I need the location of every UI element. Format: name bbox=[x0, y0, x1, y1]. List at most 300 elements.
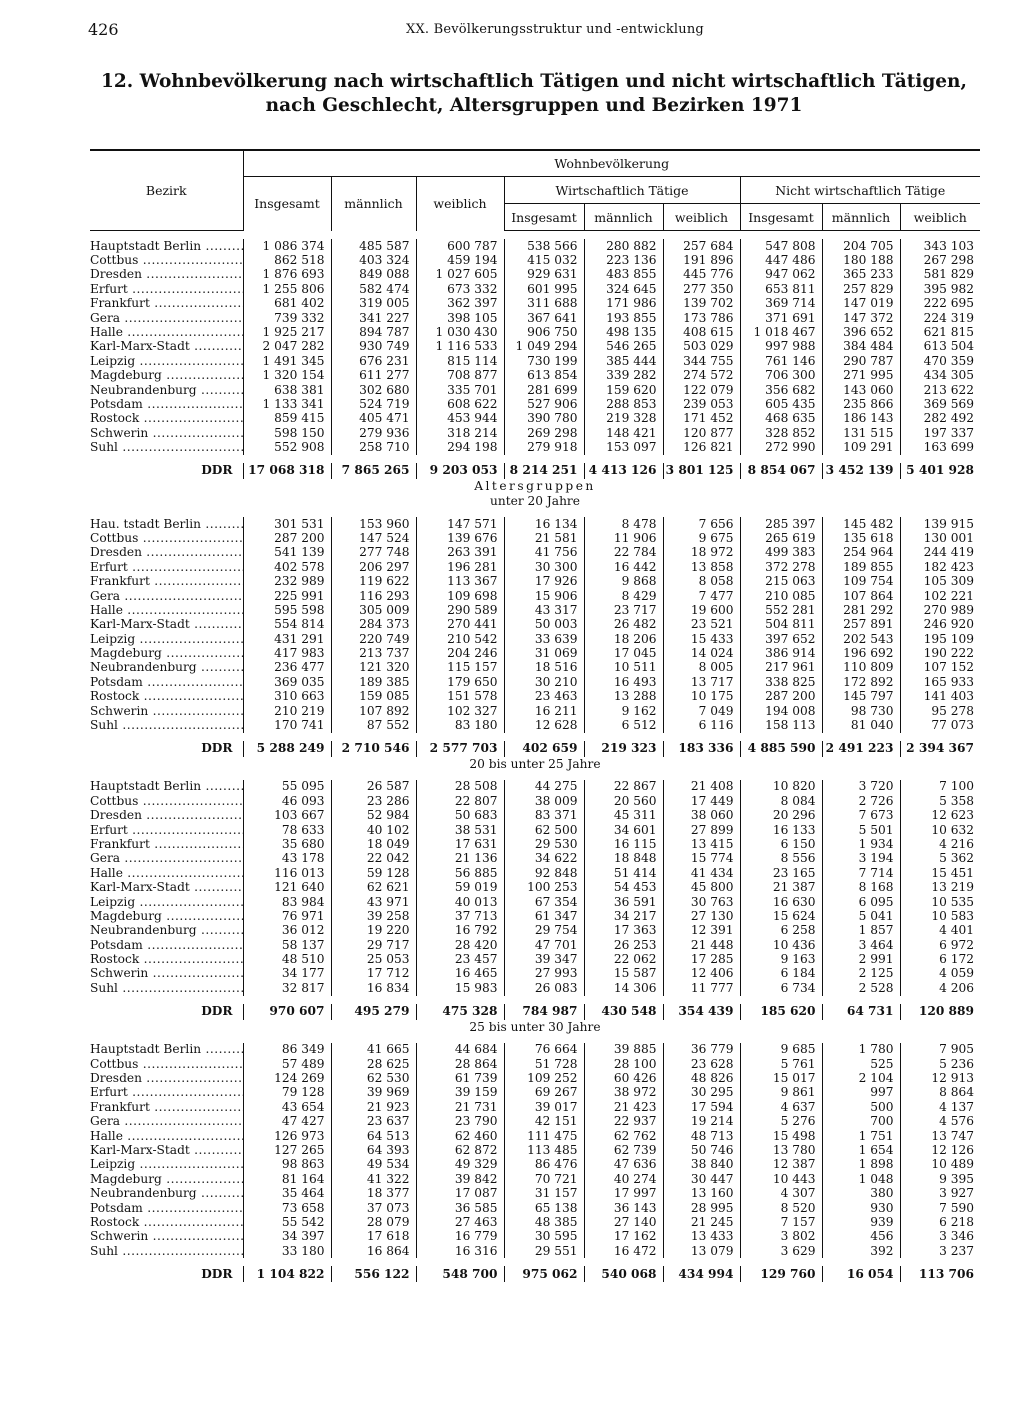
bezirk-name bbox=[90, 239, 243, 253]
value-cell: 7 673 bbox=[822, 809, 900, 823]
value-cell: 324 645 bbox=[584, 282, 663, 296]
bezirk-name bbox=[90, 981, 243, 995]
bezirk-name bbox=[90, 1244, 243, 1258]
value-cell: 21 136 bbox=[416, 852, 504, 866]
value-cell: 55 095 bbox=[243, 780, 331, 794]
bezirk-name-text: Schwerin ..... bbox=[90, 704, 243, 718]
value-cell: 17 045 bbox=[584, 646, 663, 660]
bezirk-name bbox=[90, 297, 243, 311]
table-row bbox=[90, 603, 980, 617]
value-cell: 4 059 bbox=[900, 967, 980, 981]
value-cell: 3 346 bbox=[900, 1230, 980, 1244]
value-cell: 28 100 bbox=[584, 1057, 663, 1071]
value-cell: 598 150 bbox=[243, 426, 331, 440]
value-cell: 223 136 bbox=[584, 253, 663, 267]
value-cell: 997 bbox=[822, 1086, 900, 1100]
bezirk-name bbox=[90, 603, 243, 617]
value-cell: 257 829 bbox=[822, 282, 900, 296]
value-cell: 107 864 bbox=[822, 589, 900, 603]
value-cell: 30 763 bbox=[663, 895, 740, 909]
value-cell: 21 245 bbox=[663, 1215, 740, 1229]
value-cell: 10 632 bbox=[900, 823, 980, 837]
value-cell: 204 246 bbox=[416, 646, 504, 660]
table-row bbox=[90, 1086, 980, 1100]
value-cell: 4 576 bbox=[900, 1115, 980, 1129]
table-row bbox=[90, 440, 980, 454]
value-cell: 498 135 bbox=[584, 325, 663, 339]
value-cell: 40 013 bbox=[416, 895, 504, 909]
value-cell: 7 049 bbox=[663, 704, 740, 718]
value-cell: 60 426 bbox=[584, 1071, 663, 1085]
value-cell: 277 350 bbox=[663, 282, 740, 296]
value-cell: 681 402 bbox=[243, 297, 331, 311]
value-cell: 30 295 bbox=[663, 1086, 740, 1100]
value-cell: 109 252 bbox=[504, 1071, 584, 1085]
header-wt-insgesamt: Insgesamt bbox=[504, 204, 584, 231]
value-cell: 23 463 bbox=[504, 690, 584, 704]
value-cell: 997 988 bbox=[740, 340, 822, 354]
value-cell: 64 513 bbox=[331, 1129, 416, 1143]
value-cell: 12 628 bbox=[504, 718, 584, 732]
value-cell: 100 253 bbox=[504, 880, 584, 894]
value-cell: 126 821 bbox=[663, 440, 740, 454]
value-cell: 41 434 bbox=[663, 866, 740, 880]
value-cell: 194 008 bbox=[740, 704, 822, 718]
bezirk-name bbox=[90, 794, 243, 808]
value-cell: 1 934 bbox=[822, 837, 900, 851]
value-cell: 36 585 bbox=[416, 1201, 504, 1215]
value-cell: 499 383 bbox=[740, 546, 822, 560]
value-cell: 5 501 bbox=[822, 823, 900, 837]
value-cell: 147 372 bbox=[822, 311, 900, 325]
value-cell: 173 786 bbox=[663, 311, 740, 325]
bezirk-name-text: Cottbus ..... bbox=[90, 531, 243, 545]
bezirk-name-text: Hauptstadt Berlin ..... bbox=[90, 780, 243, 794]
bezirk-name bbox=[90, 1143, 243, 1157]
value-cell: 445 776 bbox=[663, 268, 740, 282]
value-cell: 34 601 bbox=[584, 823, 663, 837]
value-cell: 1 133 341 bbox=[243, 397, 331, 411]
value-cell: 196 692 bbox=[822, 646, 900, 660]
bezirk-name-text: Erfurt ..... bbox=[90, 282, 243, 296]
value-cell: 265 619 bbox=[740, 531, 822, 545]
value-cell: 12 391 bbox=[663, 924, 740, 938]
value-cell: 270 989 bbox=[900, 603, 980, 617]
value-cell: 210 085 bbox=[740, 589, 822, 603]
value-cell: 34 397 bbox=[243, 1230, 331, 1244]
value-cell: 135 618 bbox=[822, 531, 900, 545]
bezirk-name bbox=[90, 1172, 243, 1186]
bezirk-name bbox=[90, 574, 243, 588]
total-value-cell: 1 104 822 bbox=[243, 1266, 331, 1282]
table-title bbox=[88, 70, 980, 118]
value-cell: 930 bbox=[822, 1201, 900, 1215]
table-row bbox=[90, 340, 980, 354]
value-cell: 57 489 bbox=[243, 1057, 331, 1071]
value-cell: 39 969 bbox=[331, 1086, 416, 1100]
value-cell: 186 143 bbox=[822, 412, 900, 426]
value-cell: 79 128 bbox=[243, 1086, 331, 1100]
value-cell: 5 362 bbox=[900, 852, 980, 866]
table-row bbox=[90, 1186, 980, 1200]
bezirk-name-text: Leipzig ..... bbox=[90, 632, 243, 646]
bezirk-name-text: Hau. tstadt Berlin ..... bbox=[90, 517, 243, 531]
spacer-row bbox=[90, 231, 980, 240]
total-value-cell: 975 062 bbox=[504, 1266, 584, 1282]
value-cell: 281 292 bbox=[822, 603, 900, 617]
value-cell: 8 005 bbox=[663, 661, 740, 675]
value-cell: 44 684 bbox=[416, 1043, 504, 1057]
value-cell: 395 982 bbox=[900, 282, 980, 296]
value-cell: 115 157 bbox=[416, 661, 504, 675]
value-cell: 180 188 bbox=[822, 253, 900, 267]
value-cell: 27 130 bbox=[663, 909, 740, 923]
total-value-cell: 7 865 265 bbox=[331, 463, 416, 479]
value-cell: 111 475 bbox=[504, 1129, 584, 1143]
value-cell: 408 615 bbox=[663, 325, 740, 339]
value-cell: 16 134 bbox=[504, 517, 584, 531]
table-row bbox=[90, 823, 980, 837]
value-cell: 171 986 bbox=[584, 297, 663, 311]
value-cell: 48 510 bbox=[243, 952, 331, 966]
value-cell: 197 337 bbox=[900, 426, 980, 440]
value-cell: 107 892 bbox=[331, 704, 416, 718]
value-cell: 44 275 bbox=[504, 780, 584, 794]
value-cell: 139 915 bbox=[900, 517, 980, 531]
page-header bbox=[88, 20, 980, 42]
value-cell: 23 790 bbox=[416, 1115, 504, 1129]
bezirk-name-text: Gera ..... bbox=[90, 311, 243, 325]
value-cell: 29 551 bbox=[504, 1244, 584, 1258]
value-cell: 15 624 bbox=[740, 909, 822, 923]
value-cell: 638 381 bbox=[243, 383, 331, 397]
bezirk-name bbox=[90, 589, 243, 603]
value-cell: 396 652 bbox=[822, 325, 900, 339]
value-cell: 5 761 bbox=[740, 1057, 822, 1071]
bezirk-name-text: Rostock ..... bbox=[90, 952, 243, 966]
value-cell: 17 631 bbox=[416, 837, 504, 851]
value-cell: 22 042 bbox=[331, 852, 416, 866]
header-nwt-insgesamt: Insgesamt bbox=[740, 204, 822, 231]
value-cell: 906 750 bbox=[504, 325, 584, 339]
value-cell: 36 591 bbox=[584, 895, 663, 909]
table-row bbox=[90, 1100, 980, 1114]
value-cell: 708 877 bbox=[416, 369, 504, 383]
value-cell: 862 518 bbox=[243, 253, 331, 267]
total-value-cell: 219 323 bbox=[584, 741, 663, 757]
value-cell: 386 914 bbox=[740, 646, 822, 660]
value-cell: 8 084 bbox=[740, 794, 822, 808]
bezirk-name-text: Suhl ..... bbox=[90, 718, 243, 732]
value-cell: 5 358 bbox=[900, 794, 980, 808]
bezirk-name-text: Neubrandenburg ..... bbox=[90, 924, 243, 938]
value-cell: 220 749 bbox=[331, 632, 416, 646]
bezirk-name-text: Leipzig ..... bbox=[90, 1158, 243, 1172]
value-cell: 7 100 bbox=[900, 780, 980, 794]
value-cell: 76 664 bbox=[504, 1043, 584, 1057]
value-cell: 51 414 bbox=[584, 866, 663, 880]
value-cell: 504 811 bbox=[740, 618, 822, 632]
value-cell: 16 465 bbox=[416, 967, 504, 981]
total-value-cell: 129 760 bbox=[740, 1266, 822, 1282]
value-cell: 369 714 bbox=[740, 297, 822, 311]
total-value-cell: 434 994 bbox=[663, 1266, 740, 1282]
value-cell: 50 003 bbox=[504, 618, 584, 632]
value-cell: 18 206 bbox=[584, 632, 663, 646]
value-cell: 1 925 217 bbox=[243, 325, 331, 339]
value-cell: 27 899 bbox=[663, 823, 740, 837]
value-cell: 1 491 345 bbox=[243, 354, 331, 368]
age-group-heading-row bbox=[90, 757, 980, 772]
table-row bbox=[90, 952, 980, 966]
value-cell: 31 157 bbox=[504, 1186, 584, 1200]
value-cell: 54 453 bbox=[584, 880, 663, 894]
value-cell: 86 476 bbox=[504, 1158, 584, 1172]
value-cell: 127 265 bbox=[243, 1143, 331, 1157]
table-row bbox=[90, 632, 980, 646]
header-nicht-wirtschaftlich: Nicht wirtschaftlich Tätige bbox=[740, 177, 980, 204]
bezirk-name-text: Suhl ..... bbox=[90, 981, 243, 995]
value-cell: 318 214 bbox=[416, 426, 504, 440]
total-row bbox=[90, 741, 980, 757]
value-cell: 36 143 bbox=[584, 1201, 663, 1215]
value-cell: 1 049 294 bbox=[504, 340, 584, 354]
value-cell: 235 866 bbox=[822, 397, 900, 411]
value-cell: 8 520 bbox=[740, 1201, 822, 1215]
value-cell: 343 103 bbox=[900, 239, 980, 253]
value-cell: 398 105 bbox=[416, 311, 504, 325]
bezirk-name-text: Frankfurt ..... bbox=[90, 837, 243, 851]
value-cell: 119 622 bbox=[331, 574, 416, 588]
bezirk-name bbox=[90, 1100, 243, 1114]
value-cell: 894 787 bbox=[331, 325, 416, 339]
value-cell: 38 840 bbox=[663, 1158, 740, 1172]
bezirk-name bbox=[90, 560, 243, 574]
value-cell: 47 427 bbox=[243, 1115, 331, 1129]
value-cell: 246 920 bbox=[900, 618, 980, 632]
value-cell: 271 995 bbox=[822, 369, 900, 383]
total-value-cell: 183 336 bbox=[663, 741, 740, 757]
value-cell: 182 423 bbox=[900, 560, 980, 574]
bezirk-name-text: Frankfurt ..... bbox=[90, 297, 243, 311]
age-group-heading: unter 20 Jahre bbox=[490, 493, 580, 508]
value-cell: 43 317 bbox=[504, 603, 584, 617]
value-cell: 552 908 bbox=[243, 440, 331, 454]
value-cell: 17 162 bbox=[584, 1230, 663, 1244]
value-cell: 98 863 bbox=[243, 1158, 331, 1172]
value-cell: 70 721 bbox=[504, 1172, 584, 1186]
table-row bbox=[90, 1071, 980, 1085]
value-cell: 15 983 bbox=[416, 981, 504, 995]
value-cell: 143 060 bbox=[822, 383, 900, 397]
value-cell: 335 701 bbox=[416, 383, 504, 397]
value-cell: 10 175 bbox=[663, 690, 740, 704]
value-cell: 21 423 bbox=[584, 1100, 663, 1114]
value-cell: 2 047 282 bbox=[243, 340, 331, 354]
bezirk-name-text: Halle ..... bbox=[90, 866, 243, 880]
bezirk-name bbox=[90, 369, 243, 383]
value-cell: 3 237 bbox=[900, 1244, 980, 1258]
bezirk-name-text: Karl-Marx-Stadt ..... bbox=[90, 618, 243, 632]
total-value-cell: 4 885 590 bbox=[740, 741, 822, 757]
value-cell: 17 926 bbox=[504, 574, 584, 588]
bezirk-name bbox=[90, 690, 243, 704]
bezirk-name-text: Halle ..... bbox=[90, 1129, 243, 1143]
value-cell: 22 937 bbox=[584, 1115, 663, 1129]
value-cell: 225 991 bbox=[243, 589, 331, 603]
value-cell: 285 397 bbox=[740, 517, 822, 531]
value-cell: 13 858 bbox=[663, 560, 740, 574]
value-cell: 21 408 bbox=[663, 780, 740, 794]
value-cell: 1 876 693 bbox=[243, 268, 331, 282]
value-cell: 6 218 bbox=[900, 1215, 980, 1229]
value-cell: 8 168 bbox=[822, 880, 900, 894]
value-cell: 20 560 bbox=[584, 794, 663, 808]
total-label: DDR bbox=[201, 1266, 233, 1281]
value-cell: 503 029 bbox=[663, 340, 740, 354]
table-row bbox=[90, 1057, 980, 1071]
table-header bbox=[90, 150, 980, 231]
value-cell: 45 311 bbox=[584, 809, 663, 823]
bezirk-name-text: Neubrandenburg ..... bbox=[90, 1186, 243, 1200]
value-cell: 19 214 bbox=[663, 1115, 740, 1129]
bezirk-name bbox=[90, 938, 243, 952]
value-cell: 706 300 bbox=[740, 369, 822, 383]
spacer-row bbox=[90, 733, 980, 741]
table-row bbox=[90, 354, 980, 368]
value-cell: 219 328 bbox=[584, 412, 663, 426]
value-cell: 269 298 bbox=[504, 426, 584, 440]
bezirk-name bbox=[90, 1230, 243, 1244]
value-cell: 81 040 bbox=[822, 718, 900, 732]
value-cell: 190 222 bbox=[900, 646, 980, 660]
value-cell: 40 102 bbox=[331, 823, 416, 837]
value-cell: 2 528 bbox=[822, 981, 900, 995]
value-cell: 62 872 bbox=[416, 1143, 504, 1157]
value-cell: 83 984 bbox=[243, 895, 331, 909]
value-cell: 380 bbox=[822, 1186, 900, 1200]
spacer-cell bbox=[90, 455, 980, 463]
header-weiblich: weiblich bbox=[416, 177, 504, 231]
value-cell: 279 936 bbox=[331, 426, 416, 440]
bezirk-name bbox=[90, 440, 243, 454]
value-cell: 20 296 bbox=[740, 809, 822, 823]
value-cell: 613 504 bbox=[900, 340, 980, 354]
value-cell: 26 083 bbox=[504, 981, 584, 995]
value-cell: 281 699 bbox=[504, 383, 584, 397]
value-cell: 47 701 bbox=[504, 938, 584, 952]
table-row bbox=[90, 718, 980, 732]
bezirk-name bbox=[90, 546, 243, 560]
value-cell: 15 587 bbox=[584, 967, 663, 981]
value-cell: 42 151 bbox=[504, 1115, 584, 1129]
value-cell: 148 421 bbox=[584, 426, 663, 440]
section-heading-row bbox=[90, 479, 980, 494]
value-cell: 10 583 bbox=[900, 909, 980, 923]
value-cell: 939 bbox=[822, 1215, 900, 1229]
value-cell: 541 139 bbox=[243, 546, 331, 560]
value-cell: 5 041 bbox=[822, 909, 900, 923]
value-cell: 2 104 bbox=[822, 1071, 900, 1085]
value-cell: 7 656 bbox=[663, 517, 740, 531]
bezirk-name bbox=[90, 268, 243, 282]
value-cell: 7 157 bbox=[740, 1215, 822, 1229]
total-value-cell: 402 659 bbox=[504, 741, 584, 757]
value-cell: 38 972 bbox=[584, 1086, 663, 1100]
value-cell: 38 531 bbox=[416, 823, 504, 837]
total-value-cell: 475 328 bbox=[416, 1004, 504, 1020]
value-cell: 15 017 bbox=[740, 1071, 822, 1085]
value-cell: 39 017 bbox=[504, 1100, 584, 1114]
value-cell: 224 319 bbox=[900, 311, 980, 325]
value-cell: 13 219 bbox=[900, 880, 980, 894]
value-cell: 55 542 bbox=[243, 1215, 331, 1229]
value-cell: 62 530 bbox=[331, 1071, 416, 1085]
bezirk-name-text: Magdeburg ..... bbox=[90, 369, 243, 383]
value-cell: 611 277 bbox=[331, 369, 416, 383]
value-cell: 8 556 bbox=[740, 852, 822, 866]
bezirk-name-text: Halle ..... bbox=[90, 603, 243, 617]
value-cell: 59 128 bbox=[331, 866, 416, 880]
value-cell: 5 276 bbox=[740, 1115, 822, 1129]
value-cell: 287 200 bbox=[740, 690, 822, 704]
value-cell: 38 009 bbox=[504, 794, 584, 808]
total-value-cell: 9 203 053 bbox=[416, 463, 504, 479]
value-cell: 7 714 bbox=[822, 866, 900, 880]
table-row bbox=[90, 924, 980, 938]
value-cell: 46 093 bbox=[243, 794, 331, 808]
value-cell: 206 297 bbox=[331, 560, 416, 574]
total-value-cell: 5 401 928 bbox=[900, 463, 980, 479]
bezirk-name bbox=[90, 646, 243, 660]
running-head: XX. Bevölkerungsstruktur und -entwicklung bbox=[406, 22, 704, 37]
header-wohnbevoelkerung: Wohnbevölkerung bbox=[243, 150, 980, 177]
value-cell: 35 464 bbox=[243, 1186, 331, 1200]
total-value-cell: 354 439 bbox=[663, 1004, 740, 1020]
bezirk-name-text: Dresden ..... bbox=[90, 268, 243, 282]
bezirk-name bbox=[90, 1115, 243, 1129]
value-cell: 6 258 bbox=[740, 924, 822, 938]
value-cell: 1 857 bbox=[822, 924, 900, 938]
value-cell: 38 060 bbox=[663, 809, 740, 823]
table-row bbox=[90, 866, 980, 880]
value-cell: 453 944 bbox=[416, 412, 504, 426]
value-cell: 7 905 bbox=[900, 1043, 980, 1057]
value-cell: 673 332 bbox=[416, 282, 504, 296]
value-cell: 280 882 bbox=[584, 239, 663, 253]
value-cell: 815 114 bbox=[416, 354, 504, 368]
value-cell: 145 797 bbox=[822, 690, 900, 704]
bezirk-name bbox=[90, 1158, 243, 1172]
value-cell: 13 079 bbox=[663, 1244, 740, 1258]
bezirk-name bbox=[90, 340, 243, 354]
table-row bbox=[90, 1172, 980, 1186]
total-value-cell: 17 068 318 bbox=[243, 463, 331, 479]
value-cell: 109 754 bbox=[822, 574, 900, 588]
bezirk-name-text: Potsdam ..... bbox=[90, 1201, 243, 1215]
value-cell: 22 867 bbox=[584, 780, 663, 794]
value-cell: 62 460 bbox=[416, 1129, 504, 1143]
value-cell: 3 720 bbox=[822, 780, 900, 794]
bezirk-name-text: Cottbus ..... bbox=[90, 1057, 243, 1071]
value-cell: 305 009 bbox=[331, 603, 416, 617]
value-cell: 3 927 bbox=[900, 1186, 980, 1200]
value-cell: 105 309 bbox=[900, 574, 980, 588]
value-cell: 4 216 bbox=[900, 837, 980, 851]
value-cell: 339 282 bbox=[584, 369, 663, 383]
table-row bbox=[90, 1230, 980, 1244]
value-cell: 116 293 bbox=[331, 589, 416, 603]
